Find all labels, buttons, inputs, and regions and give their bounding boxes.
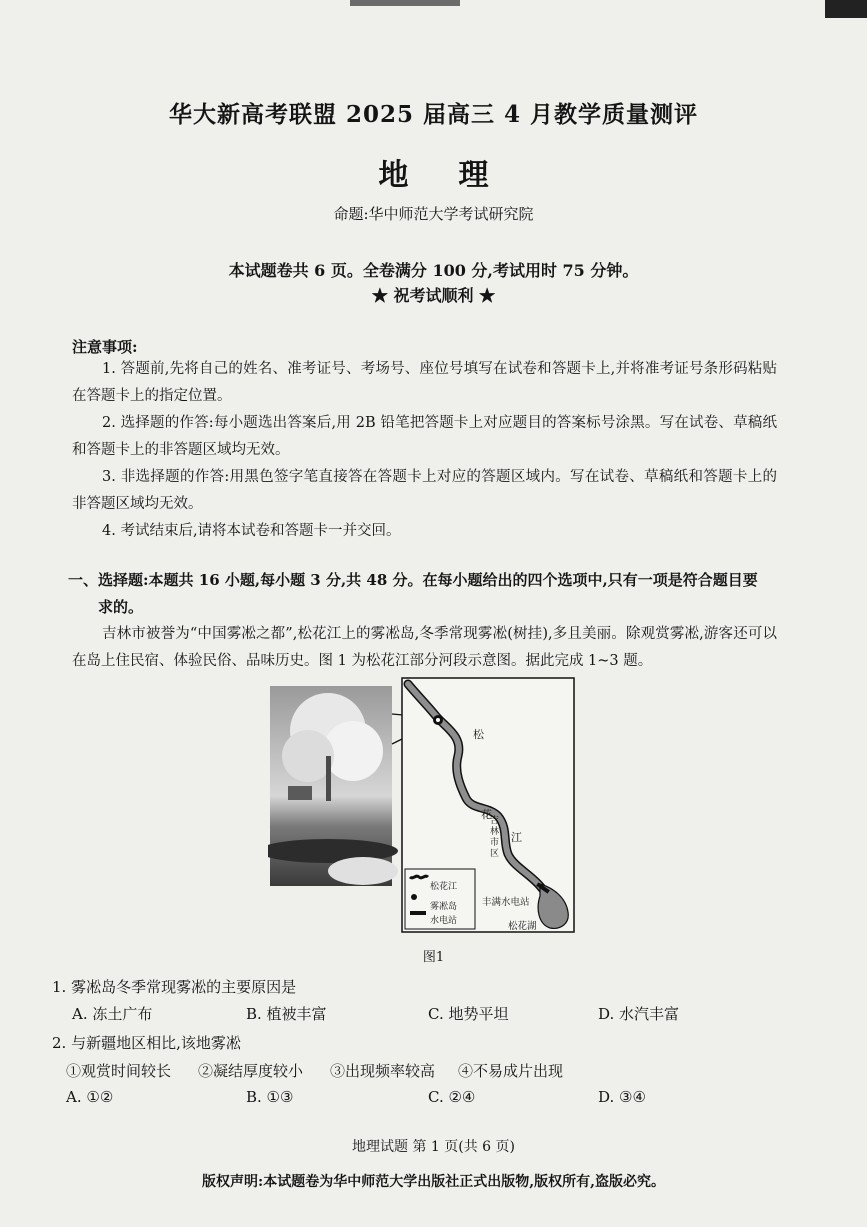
figure-caption: 图1	[422, 950, 445, 965]
page-footer: 地理试题 第 1 页(共 6 页)	[352, 1139, 515, 1155]
q2-statement: ③出现频率较高	[330, 1062, 436, 1080]
notice-item: 2. 选择题的作答:每小题选出答案后,用 2B 铅笔把答题卡上对应题目的答案标号涂黑。写在试卷、草稿纸和答题卡上的非答题区域均无效。	[72, 415, 777, 458]
section-heading	[68, 567, 780, 621]
station-label: 丰满水电站	[482, 897, 530, 908]
city-label: 吉林市区	[490, 816, 500, 859]
river-char: 松	[473, 728, 484, 741]
q2-option-c: C. ②④	[428, 1088, 476, 1106]
q2-option-d: D. ③④	[598, 1088, 646, 1106]
legend-station: 水电站	[430, 916, 458, 926]
songhua-river-map	[268, 676, 576, 934]
q1-option-c: C. 地势平坦	[428, 1005, 509, 1023]
lake-label: 松花湖	[508, 921, 537, 932]
good-luck-line: ★ 祝考试顺利 ★	[371, 286, 496, 305]
river-char: 江	[511, 831, 522, 844]
exam-info: 本试题卷共 6 页。全卷满分 100 分,考试用时 75 分钟。	[228, 261, 639, 280]
notice-heading: 注意事项:	[72, 338, 138, 356]
rime-photo	[268, 686, 398, 886]
subject-title: 地理	[378, 158, 539, 193]
passage: 吉林市被誉为“中国雾凇之都”,松花江上的雾凇岛,冬季常现雾凇(树挂),多且美丽。除观赏雾凇,游客还可以在岛上住民宿、体验民俗、品味历史。图 1 为松花江部分河段示意图。据此完成 1~3 题。	[72, 626, 777, 669]
notice-item: 3. 非选择题的作答:用黑色签字笔直接答在答题卡上对应的答题区域内。写在试卷、草稿纸和答题卡上的非答题区域均无效。	[72, 469, 777, 512]
question-1-stem: 1. 雾凇岛冬季常现雾凇的主要原因是	[52, 978, 297, 996]
q2-option-a: A. ①②	[66, 1088, 114, 1106]
copyright-notice: 版权声明:本试题卷为华中师范大学出版社正式出版物,版权所有,盗版必究。	[202, 1174, 665, 1190]
q2-statement: ①观赏时间较长	[66, 1062, 172, 1080]
q1-option-a: A. 冻土广布	[72, 1005, 153, 1023]
question-2-stem: 2. 与新疆地区相比,该地雾凇	[52, 1034, 241, 1052]
q2-option-b: B. ①③	[246, 1088, 294, 1106]
exam-title: 华大新高考联盟 2025 届高三 4 月教学质量测评	[168, 101, 699, 128]
notice-item: 1. 答题前,先将自己的姓名、准考证号、考场号、座位号填写在试卷和答题卡上,并将准考证号条形码粘贴在答题卡上的指定位置。	[72, 361, 777, 404]
q1-option-b: B. 植被丰富	[246, 1005, 327, 1023]
section-heading-line2: 求的。	[98, 598, 144, 616]
q2-statement: ④不易成片出现	[458, 1062, 564, 1080]
q1-option-d: D. 水汽丰富	[598, 1005, 680, 1023]
q2-statement: ②凝结厚度较小	[198, 1062, 304, 1080]
scan-artifact-top	[350, 0, 460, 6]
section-heading-line1: 一、选择题:本题共 16 小题,每小题 3 分,共 48 分。在每小题给出的四个选项中,只有一项是符合题目要	[68, 571, 758, 589]
notice-item: 4. 考试结束后,请将本试卷和答题卡一并交回。	[102, 523, 401, 539]
scan-artifact-corner	[825, 0, 867, 18]
river-char: 花	[481, 808, 492, 821]
author-line: 命题:华中师范大学考试研究院	[333, 205, 534, 223]
legend-island: 雾凇岛	[430, 902, 458, 912]
legend-river: 松花江	[430, 882, 458, 892]
figure-1	[268, 676, 576, 934]
